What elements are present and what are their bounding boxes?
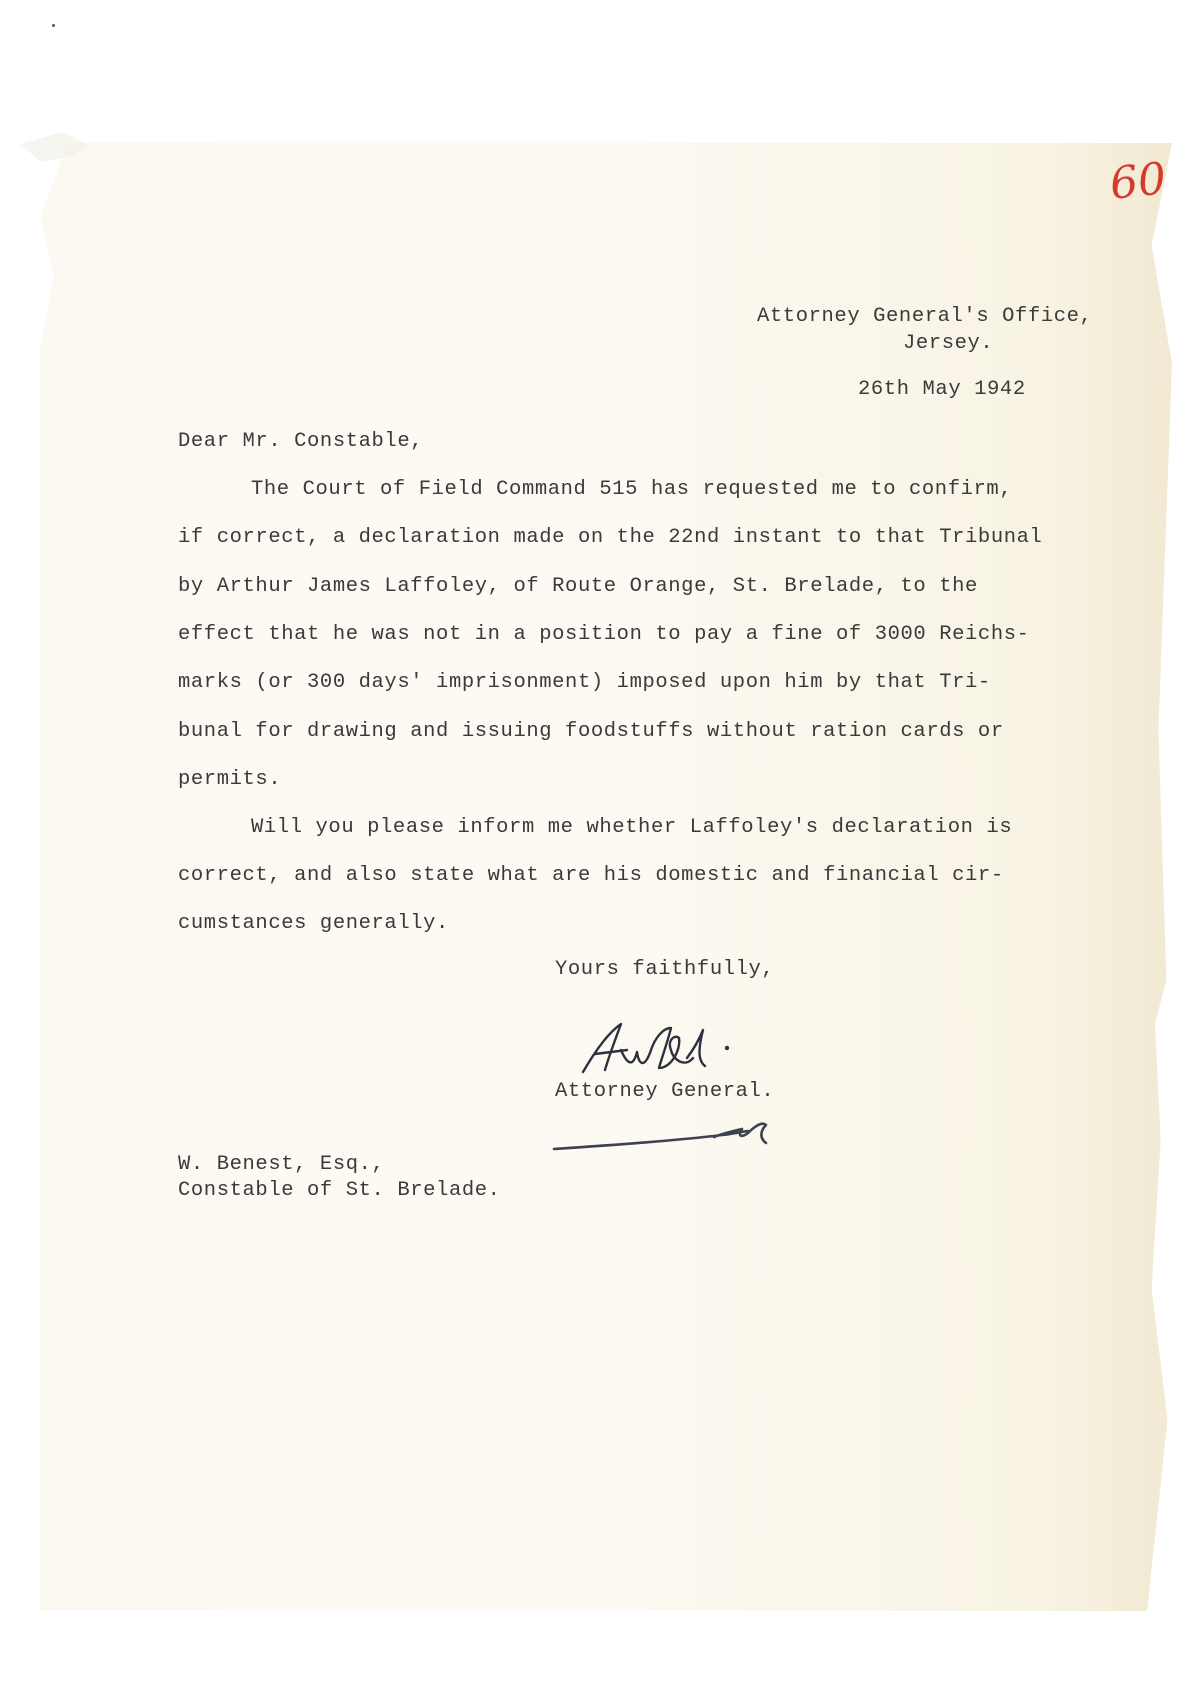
handwritten-signature: [575, 1010, 755, 1090]
signature-flourish: [552, 1115, 792, 1155]
body-line: by Arthur James Laffoley, of Route Orange, St. Brelade, to the: [178, 575, 978, 598]
body-line: Will you please inform me whether Laffoley's declaration is: [251, 816, 1013, 839]
body-line: cumstances generally.: [178, 912, 449, 935]
letter-date: 26th May 1942: [858, 378, 1026, 401]
sender-address-line-1: Attorney General's Office,: [757, 305, 1093, 328]
body-line: permits.: [178, 768, 282, 791]
closing: Yours faithfully,: [555, 958, 775, 981]
scan-speck: [52, 24, 55, 27]
body-line: marks (or 300 days' imprisonment) imposed upon him by that Tri-: [178, 671, 991, 694]
recipient-title: Constable of St. Brelade.: [178, 1179, 501, 1202]
body-line: effect that he was not in a position to pay a fine of 3000 Reichs-: [178, 623, 1030, 646]
sender-address-line-2: Jersey.: [903, 332, 994, 355]
body-line: if correct, a declaration made on the 22nd instant to that Tribunal: [178, 526, 1043, 549]
page-number-annotation: 60: [1107, 153, 1169, 210]
body-line: The Court of Field Command 515 has requested me to confirm,: [251, 478, 1013, 501]
salutation: Dear Mr. Constable,: [178, 430, 424, 453]
body-line: correct, and also state what are his domestic and financial cir-: [178, 864, 1004, 887]
recipient-name: W. Benest, Esq.,: [178, 1153, 385, 1176]
signatory-title: Attorney General.: [555, 1080, 775, 1103]
body-line: bunal for drawing and issuing foodstuffs without ration cards or: [178, 720, 1004, 743]
